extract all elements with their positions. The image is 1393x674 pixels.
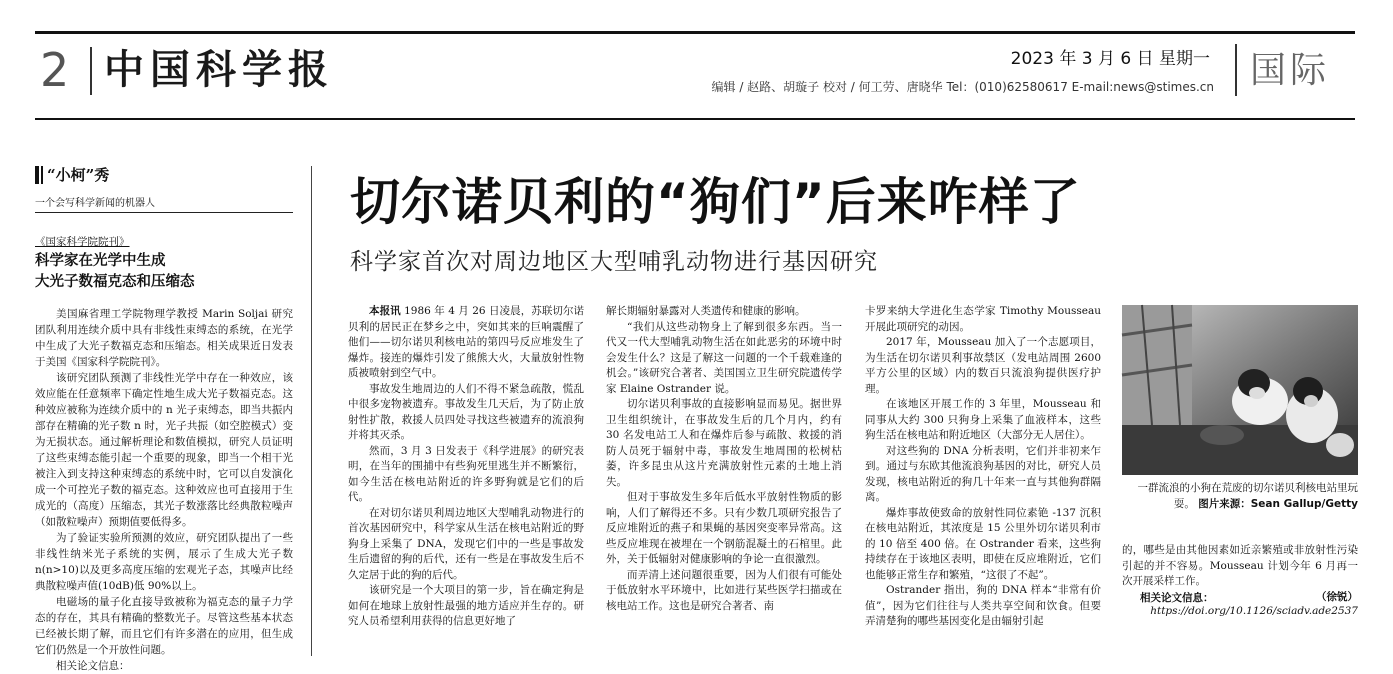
article-photo	[1122, 305, 1358, 475]
article-column-1	[348, 304, 584, 656]
journal-tag: 《国家科学院院刊》	[35, 236, 130, 248]
sidebar-headline-line-1: 科学家在光学中生成	[35, 252, 166, 269]
column-marker-thin	[41, 166, 43, 184]
photo-caption	[1122, 481, 1358, 512]
sidebar-headline	[35, 250, 195, 292]
sidebar-paragraph: 该研究团队预测了非线性光学中存在一种效应，该效应能在任意频率下确定性地生成大光子数福克态。这种效应被称为连续介质中的 n 光子束缚态，即当共振内部存在精确的光子数 n 时，光子共振（如空腔模式）变为无损状态。通过解析理论和数值模拟，研究人员证明了这些束缚态能引起一个重要的现象，即当一个相干光被注入到支持这种束缚态的系统中时，它可以自发演化成一个可控光子数的福克态。这种效应也可直接用于生成光的（高度）压缩态，其光子数涨落比经典散粒噪声（如散粒噪声）预期值要低得多。	[35, 372, 293, 528]
author-signature: （徐锐）	[1316, 590, 1358, 603]
photo-credit: 图片来源：Sean Gallup/Getty	[1198, 498, 1358, 510]
reference-doi: https://doi.org/10.1126/sciadv.ade2537	[1150, 605, 1358, 617]
article-paragraph: 对这些狗的 DNA 分析表明，它们并非初来乍到。通过与东欧其他流浪狗基因的对比，研究人员发现，核电站附近的狗几十年来一直与其他狗群隔离。	[865, 444, 1101, 503]
reference-label: 相关论文信息：	[1140, 592, 1214, 604]
article-paragraph: 在该地区开展工作的 3 年里，Mousseau 和同事从大约 300 只狗身上采集了血液样本，这些狗生活在核电站和附近地区（大部分无人居住）。	[865, 398, 1101, 441]
article-title: 切尔诺贝利的“狗们”后来咋样了	[350, 173, 1081, 231]
column-marker	[35, 166, 39, 184]
article-paragraph: Ostrander 指出，狗的 DNA 样本“非常有价值”，因为它们往往与人类共享空间和饮食。但要弄清楚狗的哪些基因变化是由辐射引起	[865, 584, 1101, 627]
dogs-photo-image	[1122, 305, 1358, 475]
article-paragraph: 然而，3 月 3 日发表于《科学进展》的研究表明，在当年的围捕中有些狗死里逃生并不断繁衍，如今生活在核电站附近的许多野狗就是它们的后代。	[348, 444, 584, 503]
header-top-rule	[35, 31, 1355, 34]
article-column-3	[865, 304, 1101, 656]
article-paragraph: 2017 年，Mousseau 加入了一个志愿项目，为生活在切尔诺贝利事故禁区（发电站周围 2600 平方公里的区域）内的数百只流浪狗提供医疗护理。	[865, 336, 1101, 395]
article-paragraph-continued: 的，哪些是由其他因素如近亲繁殖或非放射性污染引起的并不容易。Mousseau 计划今年 6 月再一次开展采样工作。	[1122, 544, 1358, 587]
issue-date: 2023 年 3 月 6 日 星期一	[1010, 49, 1210, 69]
article-column-2	[606, 304, 842, 656]
masthead-divider	[90, 47, 92, 95]
sidebar-paragraph: 电磁场的量子化直接导致被称为福克态的量子力学态的存在，其具有精确的整数光子。尽管这些基本状态已经被长期了解，而且它们有许多潜在的应用，但生成它们仍然是一个开放性问题。	[35, 596, 293, 656]
article-paragraph: 该研究是一个大项目的第一步，旨在确定狗是如何在地球上放射性最强的地方适应并生存的。研究人员希望利用获得的信息更好地了	[348, 584, 584, 627]
article-paragraph: 而弄清上述问题很重要，因为人们很有可能处于低放射水平环境中，比如进行某些医学扫描或在核电站工作。这也是研究合著者、南	[606, 568, 842, 612]
sidebar-column	[35, 120, 293, 672]
dateline: 本报讯	[369, 305, 401, 317]
sidebar-body	[35, 306, 293, 674]
sidebar-ref-label: 相关论文信息：	[56, 660, 130, 672]
sidebar-paragraph: 为了验证实验所预测的效应，研究团队提出了一些非线性纳米光子系统的实例，展示了生成大光子数 n(n>10)以及更多高度压缩的宏观光子态，其噪声比经典散粒噪声值(10dB)低 90%以上。	[35, 532, 293, 592]
article-paragraph: 切尔诺贝利事故的直接影响显而易见。据世界卫生组织统计，在事故发生后的几个月内，约有 30 名发电站工人和在爆炸后参与疏散、救援的消防人员死于辐射中毒，事故发生地周围的松树枯萎，许多昆虫从这片充满放射性元素的土地上消失。	[606, 398, 842, 488]
column-title: “小柯”秀	[47, 166, 110, 184]
lead-paragraph	[348, 304, 584, 382]
column-separator	[311, 166, 312, 656]
masthead-logo: 中国科学报	[104, 46, 334, 93]
article-paragraph-continued: 解长期辐射暴露对人类遗传和健康的影响。	[606, 305, 806, 317]
editor-credits: 编辑 / 赵路、胡璇子 校对 / 何工劳、唐晓华 Tel：(010)62580617 E-mail:news@stimes.cn	[711, 80, 1214, 94]
column-subtitle: 一个会写科学新闻的机器人	[35, 198, 155, 209]
section-divider	[1235, 44, 1237, 96]
page-number: 2	[40, 43, 70, 97]
sidebar-headline-line-2: 大光子数福克态和压缩态	[35, 273, 195, 290]
article-paragraph: 事故发生地周边的人们不得不紧急疏散，慌乱中很多宠物被遗弃。事故发生几天后，为了防止放射性扩散，救援人员四处寻找这些被遗弃的流浪狗并将其灭杀。	[348, 382, 584, 441]
article-subtitle: 科学家首次对周边地区大型哺乳动物进行基因研究	[350, 249, 878, 275]
article-paragraph: 但对于事故发生多年后低水平放射性物质的影响，人们了解得还不多。只有少数几项研究报告了反应堆附近的燕子和果蝇的基因突变率异常高。这些反应堆现在被埋在一个钢筋混凝土的石棺里。此外，关于低辐射对健康影响的争论一直很激烈。	[606, 491, 842, 565]
sidebar-paragraph: 美国麻省理工学院物理学教授 Marin Soljai 研究团队利用连续介质中具有非线性束缚态的系统，在光学中生成了大光子数福克态和压缩态。相关成果近日发表于美国《国家科学院院刊》。	[35, 308, 293, 368]
article-paragraph-continued: 卡罗来纳大学进化生态学家 Timothy Mousseau 开展此项研究的动因。	[865, 305, 1101, 333]
section-name: 国际	[1250, 50, 1331, 91]
column-rule	[35, 212, 293, 213]
photo-caption-text: 一群流浪的小狗在荒废的切尔诺贝利核电站里玩耍。	[1137, 482, 1358, 510]
article-paragraph: “我们从这些动物身上了解到很多东西。当一代又一代大型哺乳动物生活在如此恶劣的环境中时会发生什么？这是了解这一问题的一个千载难逢的机会。”该研究合著者、美国国立卫生研究院遗传学家 Elaine Ostrander 说。	[606, 320, 842, 395]
article-paragraph: 在对切尔诺贝利周边地区大型哺乳动物进行的首次基因研究中，科学家从生活在核电站附近的野狗身上采集了 DNA，发现它们中的一些是事故发生后遗留的狗的后代，还有一些是在事故发生后不久定居于此的狗的后代。	[348, 506, 584, 581]
article-paragraph: 爆炸事故使致命的放射性同位素铯 -137 沉积在核电站附近，其浓度是 15 公里外切尔诺贝利市的 10 倍至 400 倍。在 Ostrander 看来，这些狗持续存在于该地区表明，即使在反应堆附近，它们也能够正常生存和繁殖，“这很了不起”。	[865, 506, 1101, 581]
lead-text: 1986 年 4 月 26 日凌晨，苏联切尔诺贝利的居民正在梦乡之中，突如其来的巨响震醒了他们——切尔诺贝利核电站的第四号反应堆发生了爆炸。接连的爆炸引发了熊熊大火，大量放射性物质被喷射到空气中。	[348, 305, 585, 379]
